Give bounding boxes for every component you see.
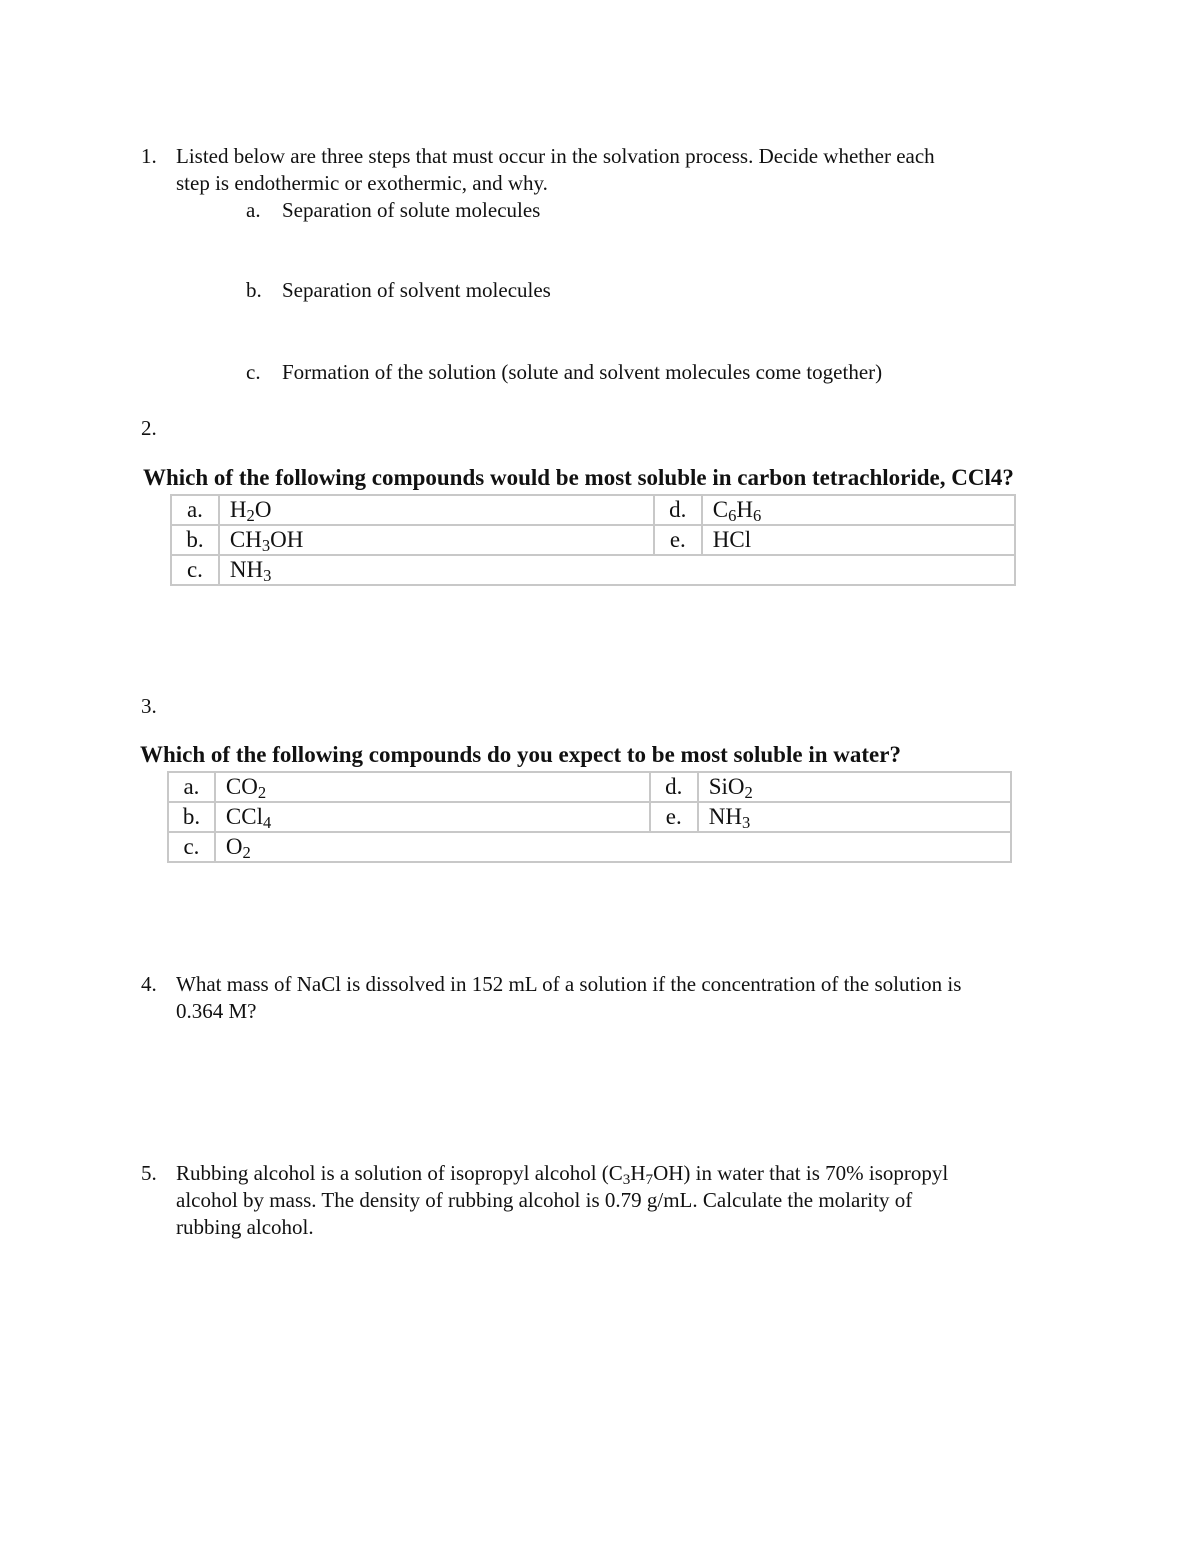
option-c-formula: $NH_3$ <box>219 555 1015 585</box>
question-1-number: 1. <box>141 144 157 168</box>
table-row <box>171 555 1015 585</box>
option-d-letter: d. <box>654 495 702 525</box>
option-d-formula: $C_6H_6$ <box>702 495 1015 525</box>
option-b-letter: b. <box>168 802 215 832</box>
table-row <box>168 772 1011 802</box>
table-row <box>171 495 1015 525</box>
question-3-options-table <box>167 771 1012 863</box>
question-4-line-2: 0.364 M? <box>176 999 257 1023</box>
question-1-item-b-text: Separation of solvent molecules <box>282 278 551 302</box>
question-1-item-c-text: Formation of the solution (solute and solvent molecules come together) <box>282 360 883 384</box>
question-1-item-a-letter: a. <box>246 198 261 222</box>
option-c-letter: c. <box>168 832 215 862</box>
question-5-number: 5. <box>141 1161 157 1185</box>
option-a-letter: a. <box>168 772 215 802</box>
question-1-item-c-letter: c. <box>246 360 261 384</box>
option-b-formula: $CH_3OH$ <box>219 525 654 555</box>
table-row <box>168 802 1011 832</box>
option-d-formula: SiO$_2$ <box>698 772 1011 802</box>
option-c-formula: $O_2$ <box>215 832 1011 862</box>
option-a-formula: $CO_2$ <box>215 772 650 802</box>
question-5-line-2: alcohol by mass. The density of rubbing alcohol is 0.79 g/mL. Calculate the molarity of <box>176 1188 913 1212</box>
option-e-formula: HCl <box>702 525 1015 555</box>
question-2-prompt: Which of the following compounds would be most soluble in carbon tetrachloride, CCl4? <box>143 465 1014 490</box>
question-2-number: 2. <box>141 416 157 440</box>
question-5-line-3: rubbing alcohol. <box>176 1215 314 1239</box>
question-2-options-table <box>170 494 1016 586</box>
question-1-line-1: Listed below are three steps that must occur in the solvation process. Decide whether each <box>176 144 935 168</box>
option-a-formula: $H_2O$ <box>219 495 654 525</box>
question-4-number: 4. <box>141 972 157 996</box>
question-3-number: 3. <box>141 694 157 718</box>
question-4-line-1: What mass of NaCl is dissolved in 152 mL of a solution if the concentration of the solution is <box>176 972 962 996</box>
table-row <box>171 525 1015 555</box>
question-5-line-1: Rubbing alcohol is a solution of isopropyl alcohol $(C_3H_7OH)$ in water that is 70% isopropyl <box>176 1161 949 1188</box>
question-1-item-b-letter: b. <box>246 278 262 302</box>
option-c-letter: c. <box>171 555 219 585</box>
table-row <box>168 832 1011 862</box>
option-e-letter: e. <box>654 525 702 555</box>
option-e-formula: $NH_3$ <box>698 802 1011 832</box>
option-e-letter: e. <box>650 802 698 832</box>
option-d-letter: d. <box>650 772 698 802</box>
question-1-item-a-text: Separation of solute molecules <box>282 198 541 222</box>
option-a-letter: a. <box>171 495 219 525</box>
option-b-formula: CCl$_4$ <box>215 802 650 832</box>
question-3-prompt: Which of the following compounds do you expect to be most soluble in water? <box>140 742 901 767</box>
option-b-letter: b. <box>171 525 219 555</box>
question-1-line-2: step is endothermic or exothermic, and why. <box>176 171 548 195</box>
